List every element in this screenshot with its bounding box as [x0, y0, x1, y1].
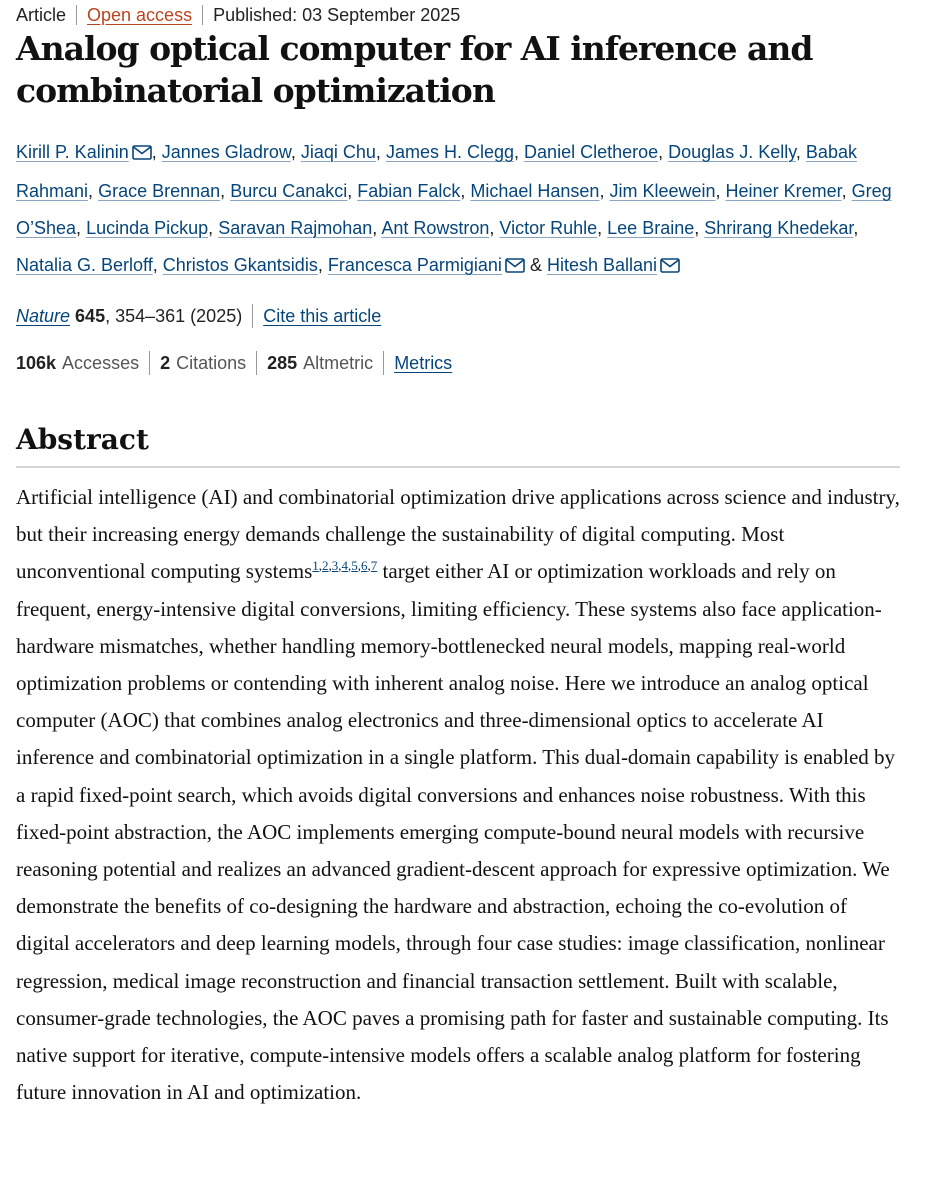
author-link[interactable]: Lee Braine: [607, 218, 695, 238]
author-link[interactable]: Burcu Canakci: [230, 181, 348, 201]
citations-label: Citations: [176, 353, 247, 373]
author-separator: ,: [347, 181, 353, 201]
pages-year: , 354–361 (2025): [105, 306, 243, 326]
abstract-text: [16, 479, 900, 1111]
author-separator: &: [529, 255, 542, 275]
author-link[interactable]: Shrirang Khedekar: [704, 218, 854, 238]
altmetric-score: 285: [267, 353, 298, 373]
author-link[interactable]: Jiaqi Chu: [300, 142, 376, 162]
author-separator: ,: [514, 142, 520, 162]
reference-citations: 1,2,3,4,5,6,7: [312, 558, 378, 574]
author-separator: ,: [853, 218, 859, 238]
abstract-heading: Abstract: [16, 423, 149, 456]
citations-count: 2: [160, 353, 171, 373]
author-list: [16, 134, 900, 286]
author-link[interactable]: Francesca Parmigiani: [327, 255, 502, 275]
divider: [383, 351, 384, 375]
divider: [256, 351, 257, 375]
altmetric-label: Altmetric: [303, 353, 374, 373]
accesses-label: Accesses: [62, 353, 140, 373]
author-separator: ,: [290, 142, 296, 162]
author-separator: ,: [372, 218, 378, 238]
author-link[interactable]: Christos Gkantsidis: [162, 255, 318, 275]
author-link[interactable]: Fabian Falck: [357, 181, 461, 201]
author-link[interactable]: James H. Clegg: [385, 142, 515, 162]
divider: [149, 351, 150, 375]
author-link[interactable]: Jannes Gladrow: [161, 142, 291, 162]
email-envelope-icon[interactable]: [132, 136, 152, 173]
author-separator: ,: [715, 181, 721, 201]
accesses-count: 106k: [16, 353, 57, 373]
article-type: Article: [16, 5, 67, 25]
reference-link[interactable]: 5: [351, 558, 358, 574]
article-title: Analog optical computer for AI inference and combinatorial optimization: [16, 29, 813, 110]
author-link[interactable]: Lucinda Pickup: [86, 218, 209, 238]
reference-link[interactable]: 2: [322, 558, 329, 574]
article-meta-top: [16, 4, 460, 26]
citation-line: [16, 304, 381, 328]
author-link[interactable]: Jim Kleewein: [609, 181, 716, 201]
author-link[interactable]: Heiner Kremer: [725, 181, 842, 201]
author-separator: ,: [841, 181, 847, 201]
author-link[interactable]: Saravan Rajmohan: [218, 218, 373, 238]
volume: 645: [75, 306, 106, 326]
section-divider: [16, 466, 900, 468]
author-separator: ,: [76, 218, 82, 238]
journal-link[interactable]: Nature: [16, 306, 71, 326]
metrics-link[interactable]: Metrics: [394, 353, 453, 373]
open-access-link[interactable]: Open access: [87, 5, 193, 25]
author-separator: ,: [658, 142, 664, 162]
reference-link[interactable]: 7: [370, 558, 378, 574]
author-link[interactable]: Greg O’Shea: [16, 181, 892, 238]
author-link[interactable]: Kirill P. Kalinin: [16, 142, 129, 162]
author-separator: ,: [151, 142, 157, 162]
author-separator: ,: [795, 142, 801, 162]
author-separator: ,: [597, 218, 603, 238]
author-separator: ,: [317, 255, 323, 275]
reference-link[interactable]: 6: [361, 558, 368, 574]
abstract-text-part-1: Artificial intelligence (AI) and combinatorial optimization drive applications across science and industry, but their increasing energy demands challenge the sustainability of digital computing. Most unconventional computing systems: [16, 485, 900, 584]
divider: [202, 5, 203, 25]
author-link[interactable]: Michael Hansen: [470, 181, 600, 201]
author-separator: ,: [599, 181, 605, 201]
author-separator: ,: [694, 218, 700, 238]
author-link[interactable]: Ant Rowstron: [381, 218, 490, 238]
published-date: Published: 03 September 2025: [213, 5, 461, 25]
author-separator: ,: [220, 181, 226, 201]
reference-link[interactable]: 1: [312, 558, 319, 574]
author-separator: ,: [489, 218, 495, 238]
author-link[interactable]: Daniel Cletheroe: [524, 142, 659, 162]
author-separator: ,: [152, 255, 158, 275]
cite-this-article-link[interactable]: Cite this article: [263, 306, 382, 326]
author-separator: ,: [375, 142, 381, 162]
reference-link[interactable]: 4: [341, 558, 349, 574]
author-link[interactable]: Babak Rahmani: [16, 142, 857, 201]
author-link[interactable]: Hitesh Ballani: [546, 255, 658, 275]
author-separator: ,: [460, 181, 466, 201]
email-envelope-icon[interactable]: [505, 249, 525, 286]
divider: [252, 304, 253, 328]
email-envelope-icon[interactable]: [660, 249, 680, 286]
article-metrics: [16, 351, 452, 375]
author-separator: ,: [208, 218, 214, 238]
author-separator: ,: [88, 181, 94, 201]
author-link[interactable]: Victor Ruhle: [499, 218, 598, 238]
author-link[interactable]: Douglas J. Kelly: [668, 142, 796, 162]
reference-link[interactable]: 3: [331, 558, 339, 574]
abstract-text-part-2: target either AI or optimization workloads and rely on frequent, energy-intensive digital conversions, limiting efficiency. These systems also face application-hardware mismatches, whether handling memory-bottlenecked neural models, mapping real-world optimization problems or contending with inherent analog noise. Here we introduce an analog optical computer (AOC) that combines analog electronics and three-dimensional optics to accelerate AI inference and combinatorial optimization in a single platform. This dual-domain capability is enabled by a rapid fixed-point search, which avoids digital conversions and enhances noise robustness. With this fixed-point abstraction, the AOC implements emerging compute-bound neural models with recursive reasoning potential and realizes an advanced gradient-descent approach for expressive optimization. We demonstrate the benefits of co-designing the hardware and abstraction, echoing the co-evolution of digital accelerators and deep learning models, through four case studies: image classification, nonlinear regression, medical image reconstruction and financial transaction settlement. Built with scalable, consumer-grade technologies, the AOC paves a promising path for faster and sustainable computing. Its native support for iterative, compute-intensive models offers a scalable analog platform for fostering future innovation in AI and optimization.: [16, 559, 896, 1105]
author-link[interactable]: Grace Brennan: [98, 181, 221, 201]
author-link[interactable]: Natalia G. Berloff: [16, 255, 153, 275]
divider: [76, 5, 77, 25]
